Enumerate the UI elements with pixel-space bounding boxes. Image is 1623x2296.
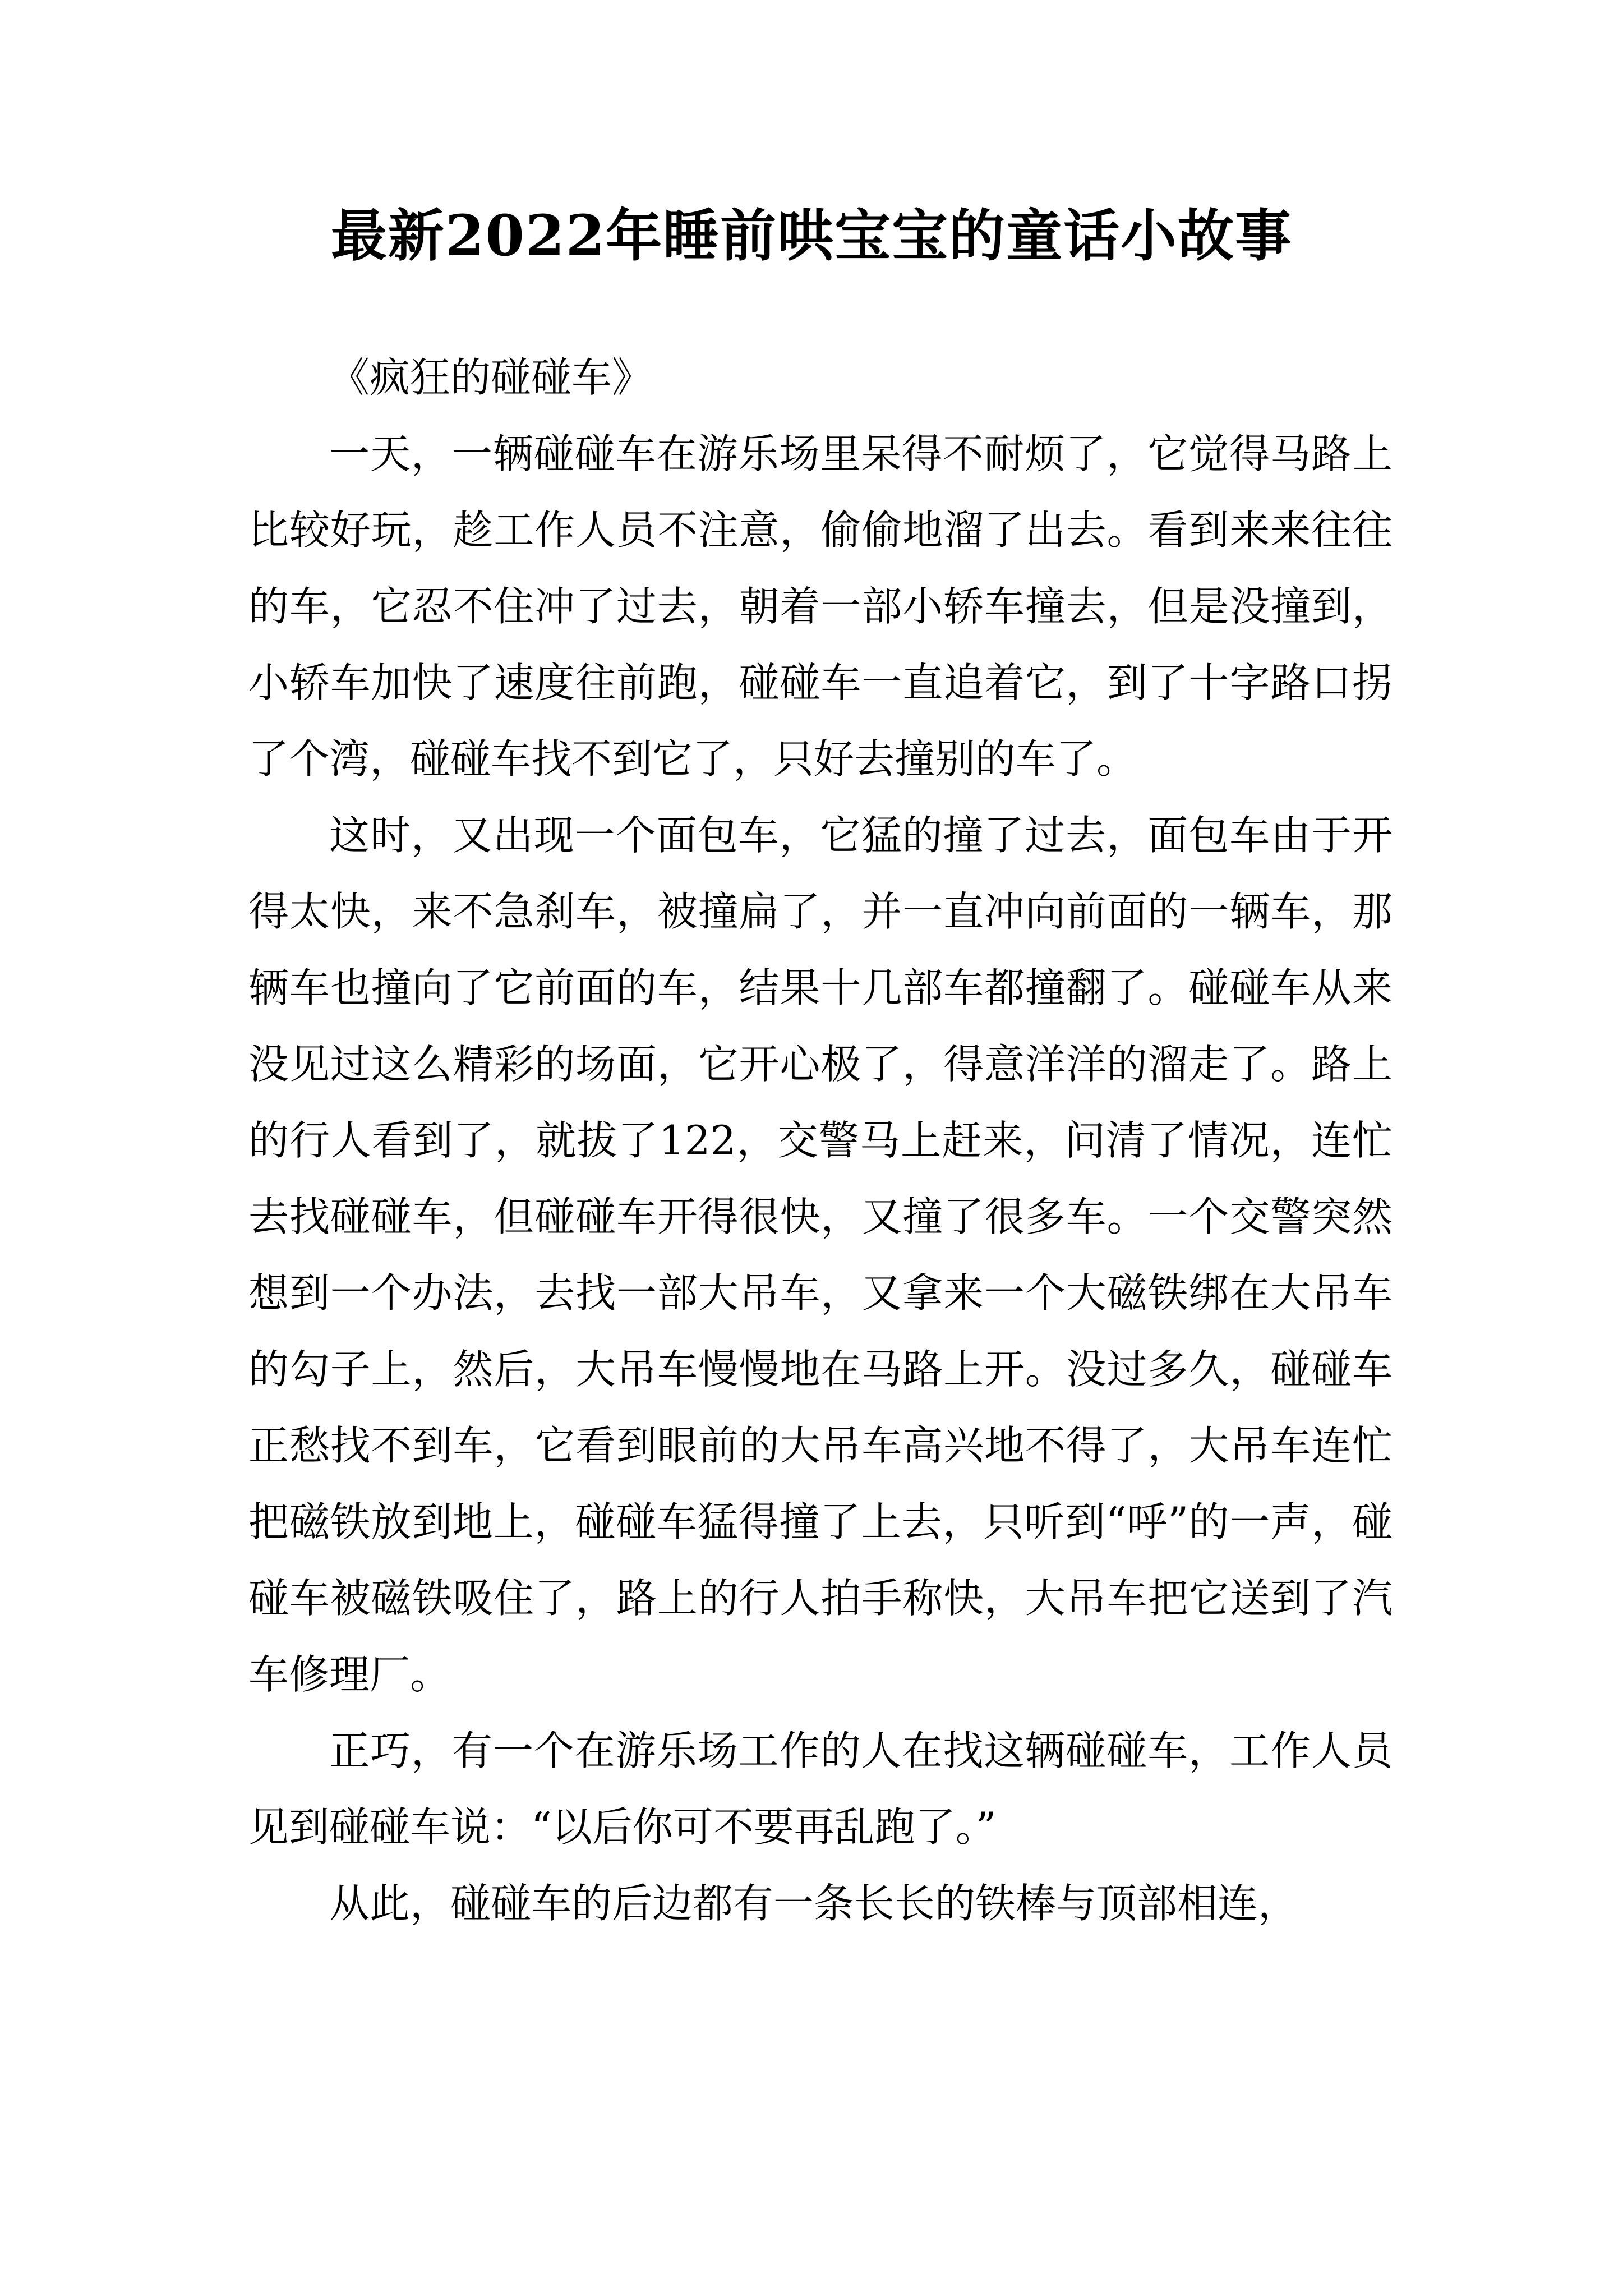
story-title: 《疯狂的碰碰车》 bbox=[329, 354, 653, 401]
paragraph-2: 这时，又出现一个面包车，它猛的撞了过去，面包车由于开得太快，来不急刹车，被撞扁了，并一直冲向前面的一辆车，那辆车也撞向了它前面的车，结果十几部车都撞翻了。碰碰车从来没见过这么精彩的场面，它开心极了，得意洋洋的溜走了。路上的行人看到了，就拔了122，交警马上赶来，问清了情况，连忙去找碰碰车，但碰碰车开得很快，又撞了很多车。一个交警突然想到一个办法，去找一部大吊车，又拿来一个大磁铁绑在大吊车的勾子上，然后，大吊车慢慢地在马路上开。没过多久，碰碰车正愁找不到车，它看到眼前的大吊车高兴地不得了，大吊车连忙把磁铁放到地上，碰碰车猛得撞了上去，只听到“呼”的一声，碰碰车被磁铁吸住了，路上的行人拍手称快，大吊车把它送到了汽车修理厂。 bbox=[248, 812, 1393, 1698]
document-body bbox=[248, 339, 1393, 1941]
paragraph-1: 一天，一辆碰碰车在游乐场里呆得不耐烦了，它觉得马路上比较好玩，趁工作人员不注意，偷偷地溜了出去。看到来来往往的车，它忍不住冲了过去，朝着一部小轿车撞去，但是没撞到，小轿车加快了速度往前跑，碰碰车一直追着它，到了十字路口拐了个湾，碰碰车找不到它了，只好去撞别的车了。 bbox=[248, 430, 1393, 783]
paragraph-3: 正巧，有一个在游乐场工作的人在找这辆碰碰车，工作人员见到碰碰车说：“以后你可不要再乱跑了。” bbox=[248, 1727, 1393, 1851]
document-title: 最新2022年睡前哄宝宝的童话小故事 bbox=[330, 203, 1293, 269]
paragraph-4: 从此，碰碰车的后边都有一条长长的铁棒与顶部相连， bbox=[329, 1880, 1299, 1927]
